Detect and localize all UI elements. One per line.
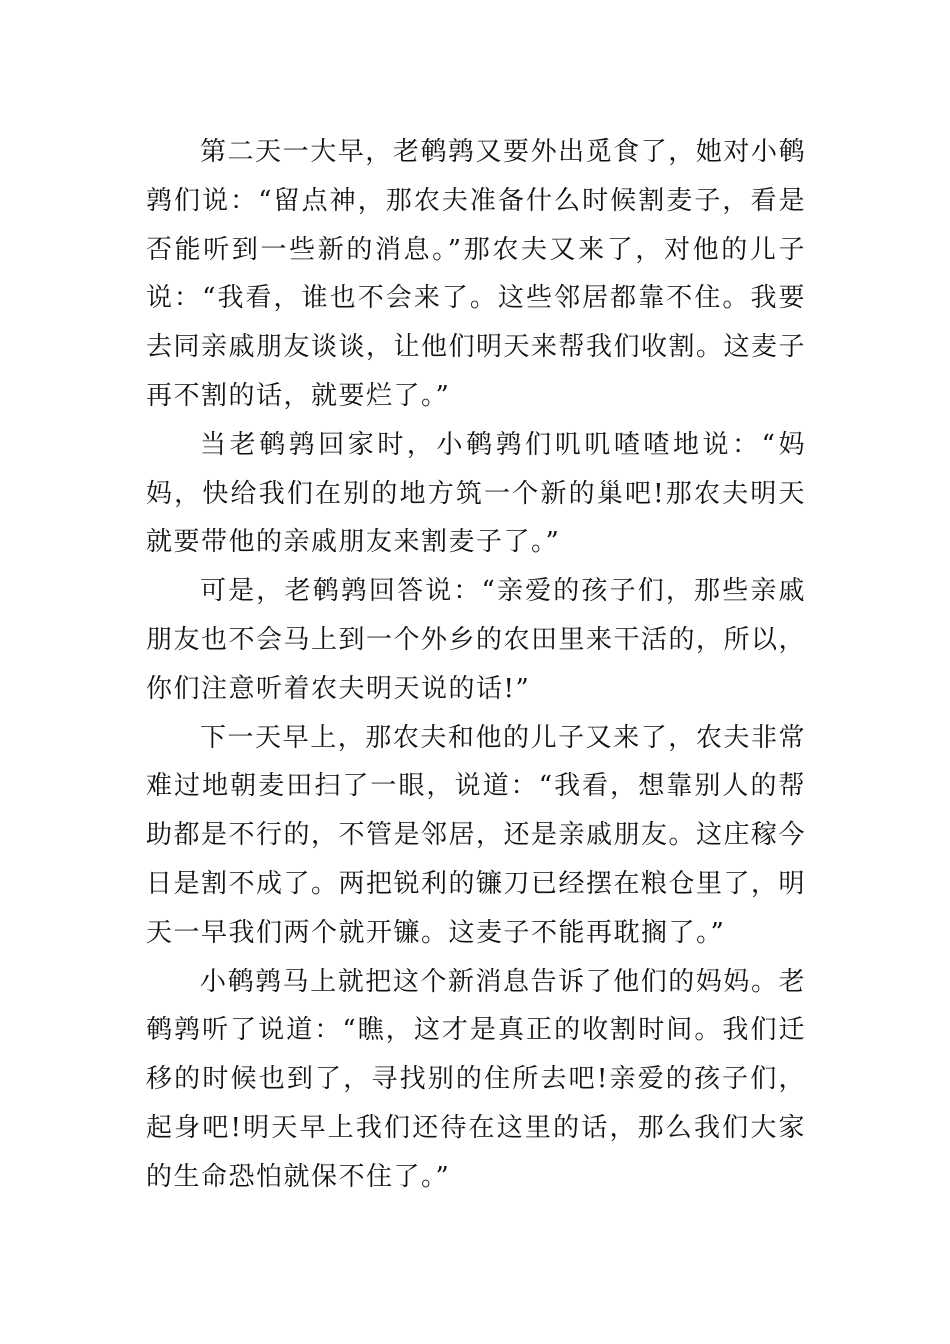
paragraph-1: 第二天一大早，老鹌鹑又要外出觅食了，她对小鹌鹑们说：“留点神，那农夫准备什么时候割麦子，看是否能听到一些新的消息。”那农夫又来了，对他的儿子说：“我看，谁也不会来了。这些邻居都靠不住。我要去同亲戚朋友谈谈，让他们明天来帮我们收割。这麦子再不割的话，就要烂了。” [146, 137, 807, 411]
paragraph-3: 可是，老鹌鹑回答说：“亲爱的孩子们，那些亲戚朋友也不会马上到一个外乡的农田里来干活的，所以，你们注意听着农夫明天说的话!” [146, 576, 807, 704]
paragraph-2: 当老鹌鹑回家时，小鹌鹑们叽叽喳喳地说：“妈妈，快给我们在别的地方筑一个新的巢吧!那农夫明天就要带他的亲戚朋友来割麦子了。” [146, 429, 806, 558]
document-page [146, 128, 806, 1202]
paragraph-5: 小鹌鹑马上就把这个新消息告诉了他们的妈妈。老鹌鹑听了说道：“瞧，这才是真正的收割时间。我们迁移的时候也到了，寻找别的住所去吧!亲爱的孩子们，起身吧!明天早上我们还待在这里的话，那么我们大家的生命恐怕就保不住了。” [146, 966, 806, 1192]
paragraph-4: 下一天早上，那农夫和他的儿子又来了，农夫非常难过地朝麦田扫了一眼，说道：“我看，想靠别人的帮助都是不行的，不管是邻居，还是亲戚朋友。这庄稼今日是割不成了。两把锐利的镰刀已经摆在粮仓里了，明天一早我们两个就开镰。这麦子不能再耽搁了。” [146, 722, 807, 948]
